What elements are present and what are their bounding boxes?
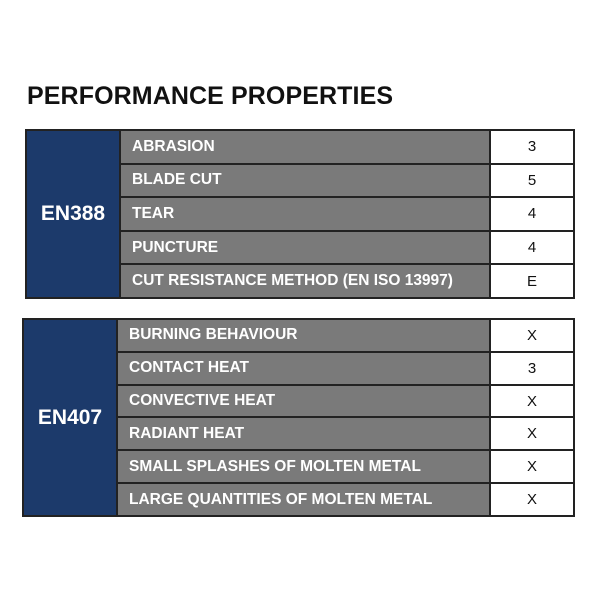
standard-label-en407: EN407 xyxy=(24,320,118,515)
table-row xyxy=(121,131,573,165)
property-label: ABRASION xyxy=(121,131,491,163)
property-value: X xyxy=(491,418,573,449)
property-value: 3 xyxy=(491,131,573,163)
property-value: 3 xyxy=(491,353,573,384)
property-value: 4 xyxy=(491,198,573,230)
table-row xyxy=(121,198,573,232)
table-row xyxy=(118,418,573,451)
property-label: TEAR xyxy=(121,198,491,230)
page-title: PERFORMANCE PROPERTIES xyxy=(27,82,394,110)
en407-table xyxy=(22,318,575,517)
table-row xyxy=(118,353,573,386)
property-label: PUNCTURE xyxy=(121,232,491,264)
en388-table xyxy=(25,129,575,299)
property-label: SMALL SPLASHES OF MOLTEN METAL xyxy=(118,451,491,482)
property-value: X xyxy=(491,451,573,482)
property-value: X xyxy=(491,484,573,515)
en388-rows xyxy=(121,131,573,297)
property-label: BLADE CUT xyxy=(121,165,491,197)
table-row xyxy=(118,484,573,515)
table-row xyxy=(118,320,573,353)
property-value: 5 xyxy=(491,165,573,197)
table-row xyxy=(121,165,573,199)
table-row xyxy=(118,386,573,419)
property-label: CONVECTIVE HEAT xyxy=(118,386,491,417)
table-row xyxy=(118,451,573,484)
property-value: X xyxy=(491,386,573,417)
property-label: CONTACT HEAT xyxy=(118,353,491,384)
property-label: RADIANT HEAT xyxy=(118,418,491,449)
table-row xyxy=(121,265,573,297)
property-value: E xyxy=(491,265,573,297)
standard-label-en388: EN388 xyxy=(27,131,121,297)
property-value: 4 xyxy=(491,232,573,264)
table-row xyxy=(121,232,573,266)
property-label: LARGE QUANTITIES OF MOLTEN METAL xyxy=(118,484,491,515)
property-value: X xyxy=(491,320,573,351)
en407-rows xyxy=(118,320,573,515)
property-label: BURNING BEHAVIOUR xyxy=(118,320,491,351)
property-label: CUT RESISTANCE METHOD (EN ISO 13997) xyxy=(121,265,491,297)
